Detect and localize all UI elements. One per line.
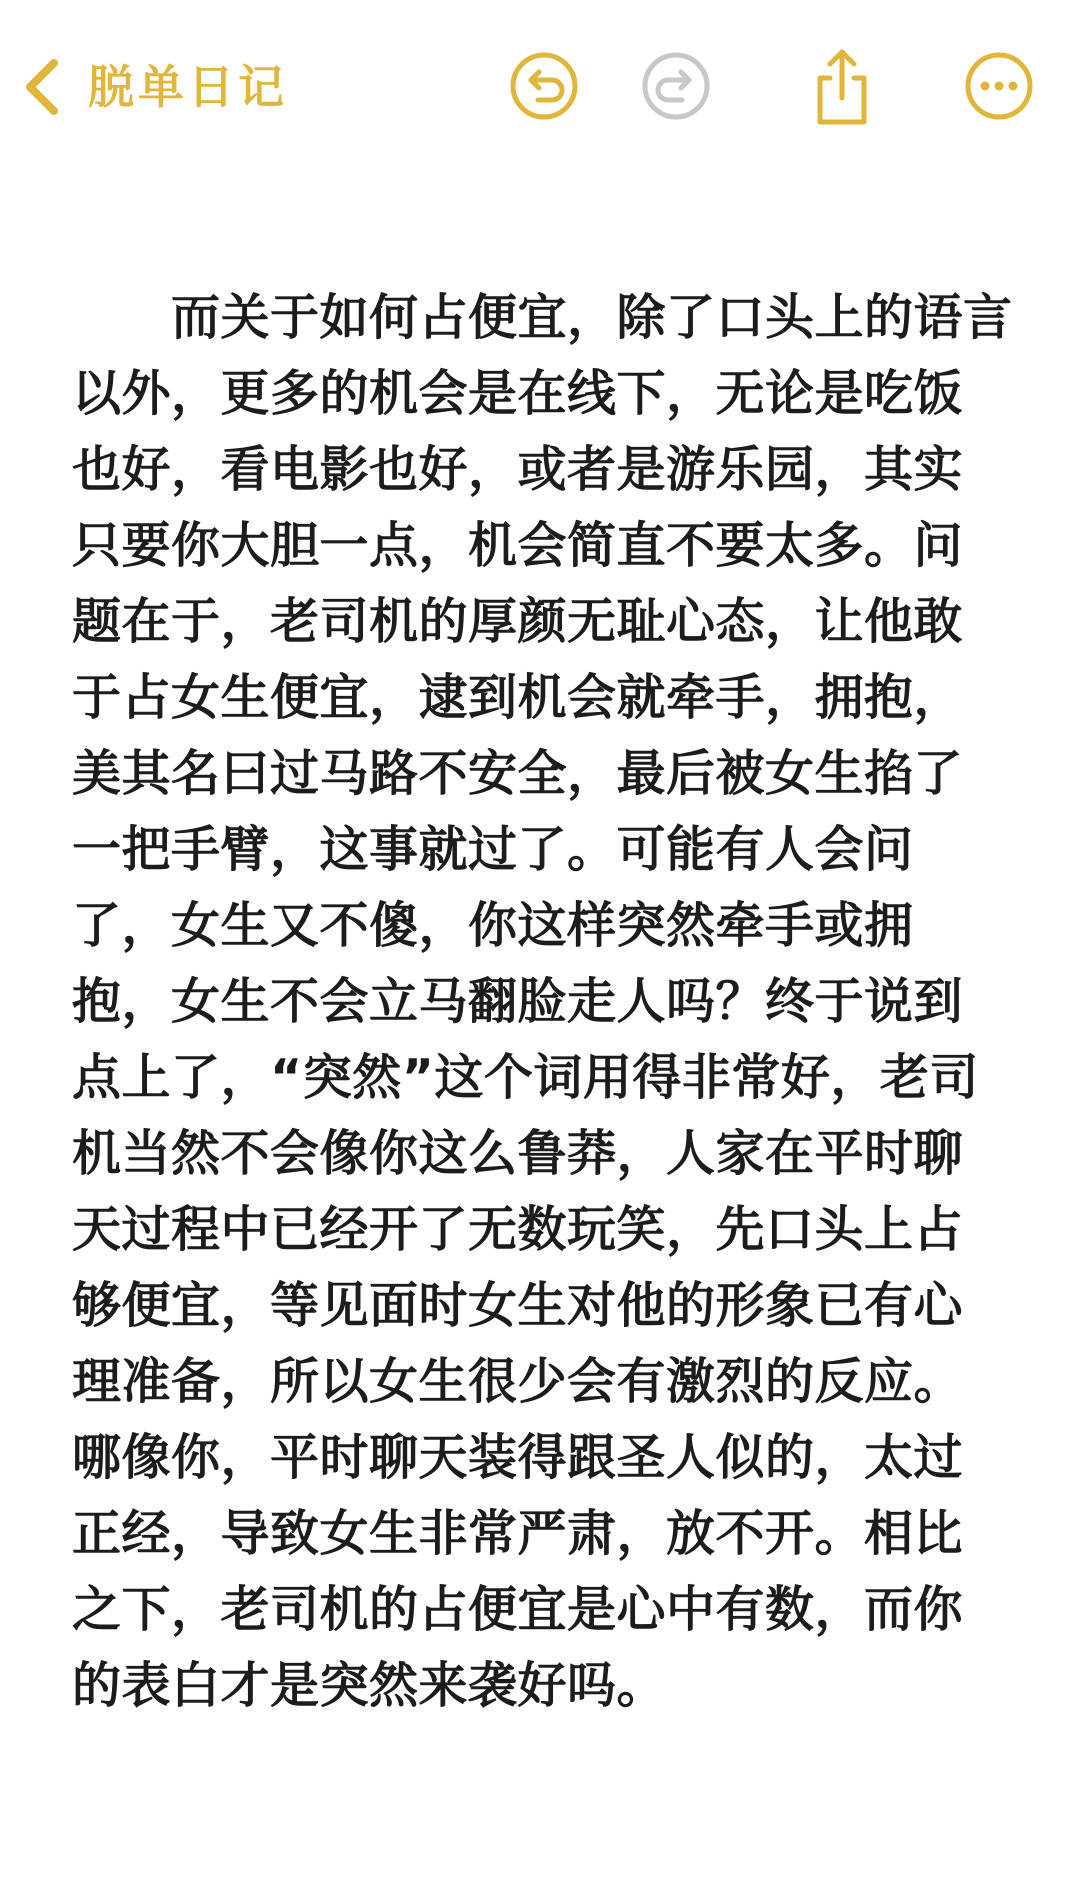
note-line: 题在于，老司机的厚颜无耻心态，让他敢 xyxy=(72,593,964,650)
note-line: 天过程中已经开了无数玩笑，先口头上占 xyxy=(72,1201,964,1258)
note-line: 的表白才是突然来袭好吗。 xyxy=(72,1657,667,1714)
share-button[interactable] xyxy=(806,44,878,116)
note-line: 点上了，“突然”这个词用得非常好，老司 xyxy=(72,1049,979,1106)
redo-icon xyxy=(640,50,712,122)
note-line: 机当然不会像你这么鲁莽，人家在平时聊 xyxy=(72,1125,964,1182)
note-line: 抱，女生不会立马翻脸走人吗？终于说到 xyxy=(72,973,964,1030)
note-line: 之下，老司机的占便宜是心中有数，而你 xyxy=(72,1581,964,1638)
note-line: 而关于如何占便宜，除了口头上的语言 xyxy=(72,289,1013,346)
undo-icon xyxy=(508,50,580,122)
note-line: 美其名曰过马路不安全，最后被女生掐了 xyxy=(72,745,964,802)
undo-button[interactable] xyxy=(508,50,580,122)
note-line: 于占女生便宜，逮到机会就牵手，拥抱， xyxy=(72,669,964,726)
note-line: 哪像你，平时聊天装得跟圣人似的，太过 xyxy=(72,1429,964,1486)
note-line: 只要你大胆一点，机会简直不要太多。问 xyxy=(72,517,964,574)
note-line: 够便宜，等见面时女生对他的形象已有心 xyxy=(72,1277,964,1334)
note-line: 也好，看电影也好，或者是游乐园，其实 xyxy=(72,441,964,498)
note-line: 正经，导致女生非常严肃，放不开。相比 xyxy=(72,1505,964,1562)
more-button[interactable] xyxy=(963,50,1035,122)
redo-button[interactable] xyxy=(640,50,712,122)
chevron-left-icon xyxy=(22,57,62,117)
note-line: 以外，更多的机会是在线下，无论是吃饭 xyxy=(72,365,964,422)
note-text-area[interactable] xyxy=(72,280,1012,1724)
note-line: 了，女生又不傻，你这样突然牵手或拥 xyxy=(72,897,914,954)
note-line: 一把手臂，这事就过了。可能有人会问 xyxy=(72,821,914,878)
share-icon xyxy=(806,44,878,128)
back-button[interactable] xyxy=(22,52,288,122)
back-button-label: 脱单日记 xyxy=(88,60,288,114)
navigation-bar xyxy=(0,0,1080,180)
more-icon xyxy=(963,50,1035,122)
note-line: 理准备，所以女生很少会有激烈的反应。 xyxy=(72,1353,964,1410)
